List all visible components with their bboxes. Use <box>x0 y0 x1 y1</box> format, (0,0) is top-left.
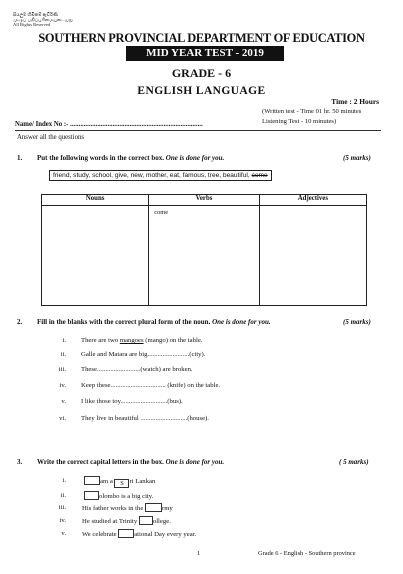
capital-letter-box[interactable] <box>145 503 162 512</box>
q1-answer-table <box>41 194 367 306</box>
header-divider <box>15 130 381 131</box>
grade-title: GRADE - 6 <box>171 66 232 80</box>
q2-number: 2. <box>17 318 23 326</box>
listening-test-time: Listening Test - 10 minutes) <box>262 118 337 125</box>
adjectives-cell[interactable] <box>259 206 366 306</box>
subject-title: ENGLISH LANGUAGE <box>137 85 266 97</box>
q3-item <box>84 476 155 488</box>
q3-item-text: His father works in the <box>82 505 145 512</box>
q2-note: One is done for you. <box>212 318 271 326</box>
q2-text: Fill in the blanks with the correct plural form of the noun. <box>37 318 211 326</box>
q1-word-box <box>49 170 272 181</box>
q3-item-number: v. <box>61 530 66 537</box>
capital-letter-box[interactable] <box>139 516 153 525</box>
q1-marks: (5 marks) <box>343 154 371 162</box>
q2-example-answer: mangoes <box>119 337 144 344</box>
q2-marks: (5 marks) <box>343 318 371 326</box>
copyright-english: All Rights Reserved <box>13 22 51 27</box>
capital-letter-box[interactable] <box>84 491 99 500</box>
footer-text: Grade 6 - English - Southern province <box>258 550 356 557</box>
q2-prompt <box>37 318 271 326</box>
time-allowed: Time : 2 Hours <box>331 97 379 106</box>
q2-item <box>81 337 202 344</box>
q3-item-text-end: ri Lankan <box>129 478 156 485</box>
name-index-field: Name/ Index No :- .............................................................................. <box>15 121 203 128</box>
q2-item-text-end: (mango) on the table. <box>143 337 203 344</box>
q3-number: 3. <box>17 458 23 466</box>
q3-item <box>82 516 171 525</box>
q3-item-text: olombo is a big city. <box>99 493 154 500</box>
q3-item-text: We celebrate <box>82 531 119 538</box>
q3-item-text: He studied at Trinity <box>82 518 139 525</box>
q2-item: Keep these................................. (knife) on the table. <box>81 382 221 389</box>
column-verbs: Verbs <box>149 195 260 206</box>
q1-number: 1. <box>17 154 23 162</box>
q1-text: Put the following words in the correct box. <box>37 154 165 162</box>
q3-item-number: i. <box>62 477 66 484</box>
q3-note: One is done for you. <box>165 458 225 466</box>
q3-item-text-end: rmy <box>161 505 173 512</box>
q2-item-number: iii. <box>58 366 66 373</box>
q2-item-text: There are two <box>81 337 120 344</box>
q3-item-text-end: ational Day every year. <box>134 531 197 538</box>
department-title: SOUTHERN PROVINCIAL DEPARTMENT OF EDUCATION <box>38 31 365 45</box>
q1-note: One is done for you. <box>165 154 225 162</box>
page-number: 1 <box>197 550 201 557</box>
q3-item-number: iv. <box>59 517 66 524</box>
verbs-example: come <box>154 209 169 216</box>
q1-words: friend, study, school, give, new, mother, eat, famous, tree, beautiful, <box>53 172 250 179</box>
nouns-cell[interactable] <box>42 206 149 306</box>
example-letter-box: S <box>114 479 129 488</box>
q3-item <box>84 491 153 500</box>
q3-item <box>82 503 173 512</box>
q3-text: Write the correct capital letters in the box. <box>37 458 164 466</box>
q1-crossed-word: come <box>251 172 268 179</box>
q2-item: Galle and Matara are big.........................(city). <box>81 351 206 358</box>
q1-prompt <box>37 154 224 162</box>
q2-item: They live in beautiful ............................(house). <box>81 415 209 422</box>
q3-item-text-end: ollege. <box>152 518 171 525</box>
q3-item-number: iii. <box>58 504 66 511</box>
capital-letter-box[interactable] <box>118 529 134 538</box>
q2-item-number: v. <box>61 398 66 405</box>
verbs-cell[interactable] <box>149 206 260 306</box>
q2-item-number: iv. <box>59 382 66 389</box>
capital-letter-box[interactable] <box>84 476 100 485</box>
q2-item-number: ii. <box>60 351 66 358</box>
q3-item-number: ii. <box>60 492 66 499</box>
column-nouns: Nouns <box>42 195 149 206</box>
column-adjectives: Adjectives <box>259 195 366 206</box>
q3-prompt <box>37 458 224 466</box>
q2-item-number: i. <box>62 337 66 344</box>
q3-marks: ( 5 marks) <box>339 458 369 466</box>
written-test-time: (Written test - Time 01 hr. 50 minutes <box>262 108 362 115</box>
q2-item: These..........................(watch) are broken. <box>81 366 193 373</box>
instruction: Answer all the questions <box>17 134 85 141</box>
copyright-sinhala: සියලුම හිමිකම් ඇවිරිණි <box>13 12 58 17</box>
test-banner: MID YEAR TEST - 2019 <box>126 46 284 61</box>
copyright-tamil: முழுப் பதிப்புரிமையுடையது <box>13 17 73 22</box>
q2-item: I like those toy............................(bus). <box>81 398 183 405</box>
q3-item-text: am a <box>100 478 115 485</box>
q3-item <box>82 529 196 538</box>
q2-item-number: vi. <box>59 415 66 422</box>
